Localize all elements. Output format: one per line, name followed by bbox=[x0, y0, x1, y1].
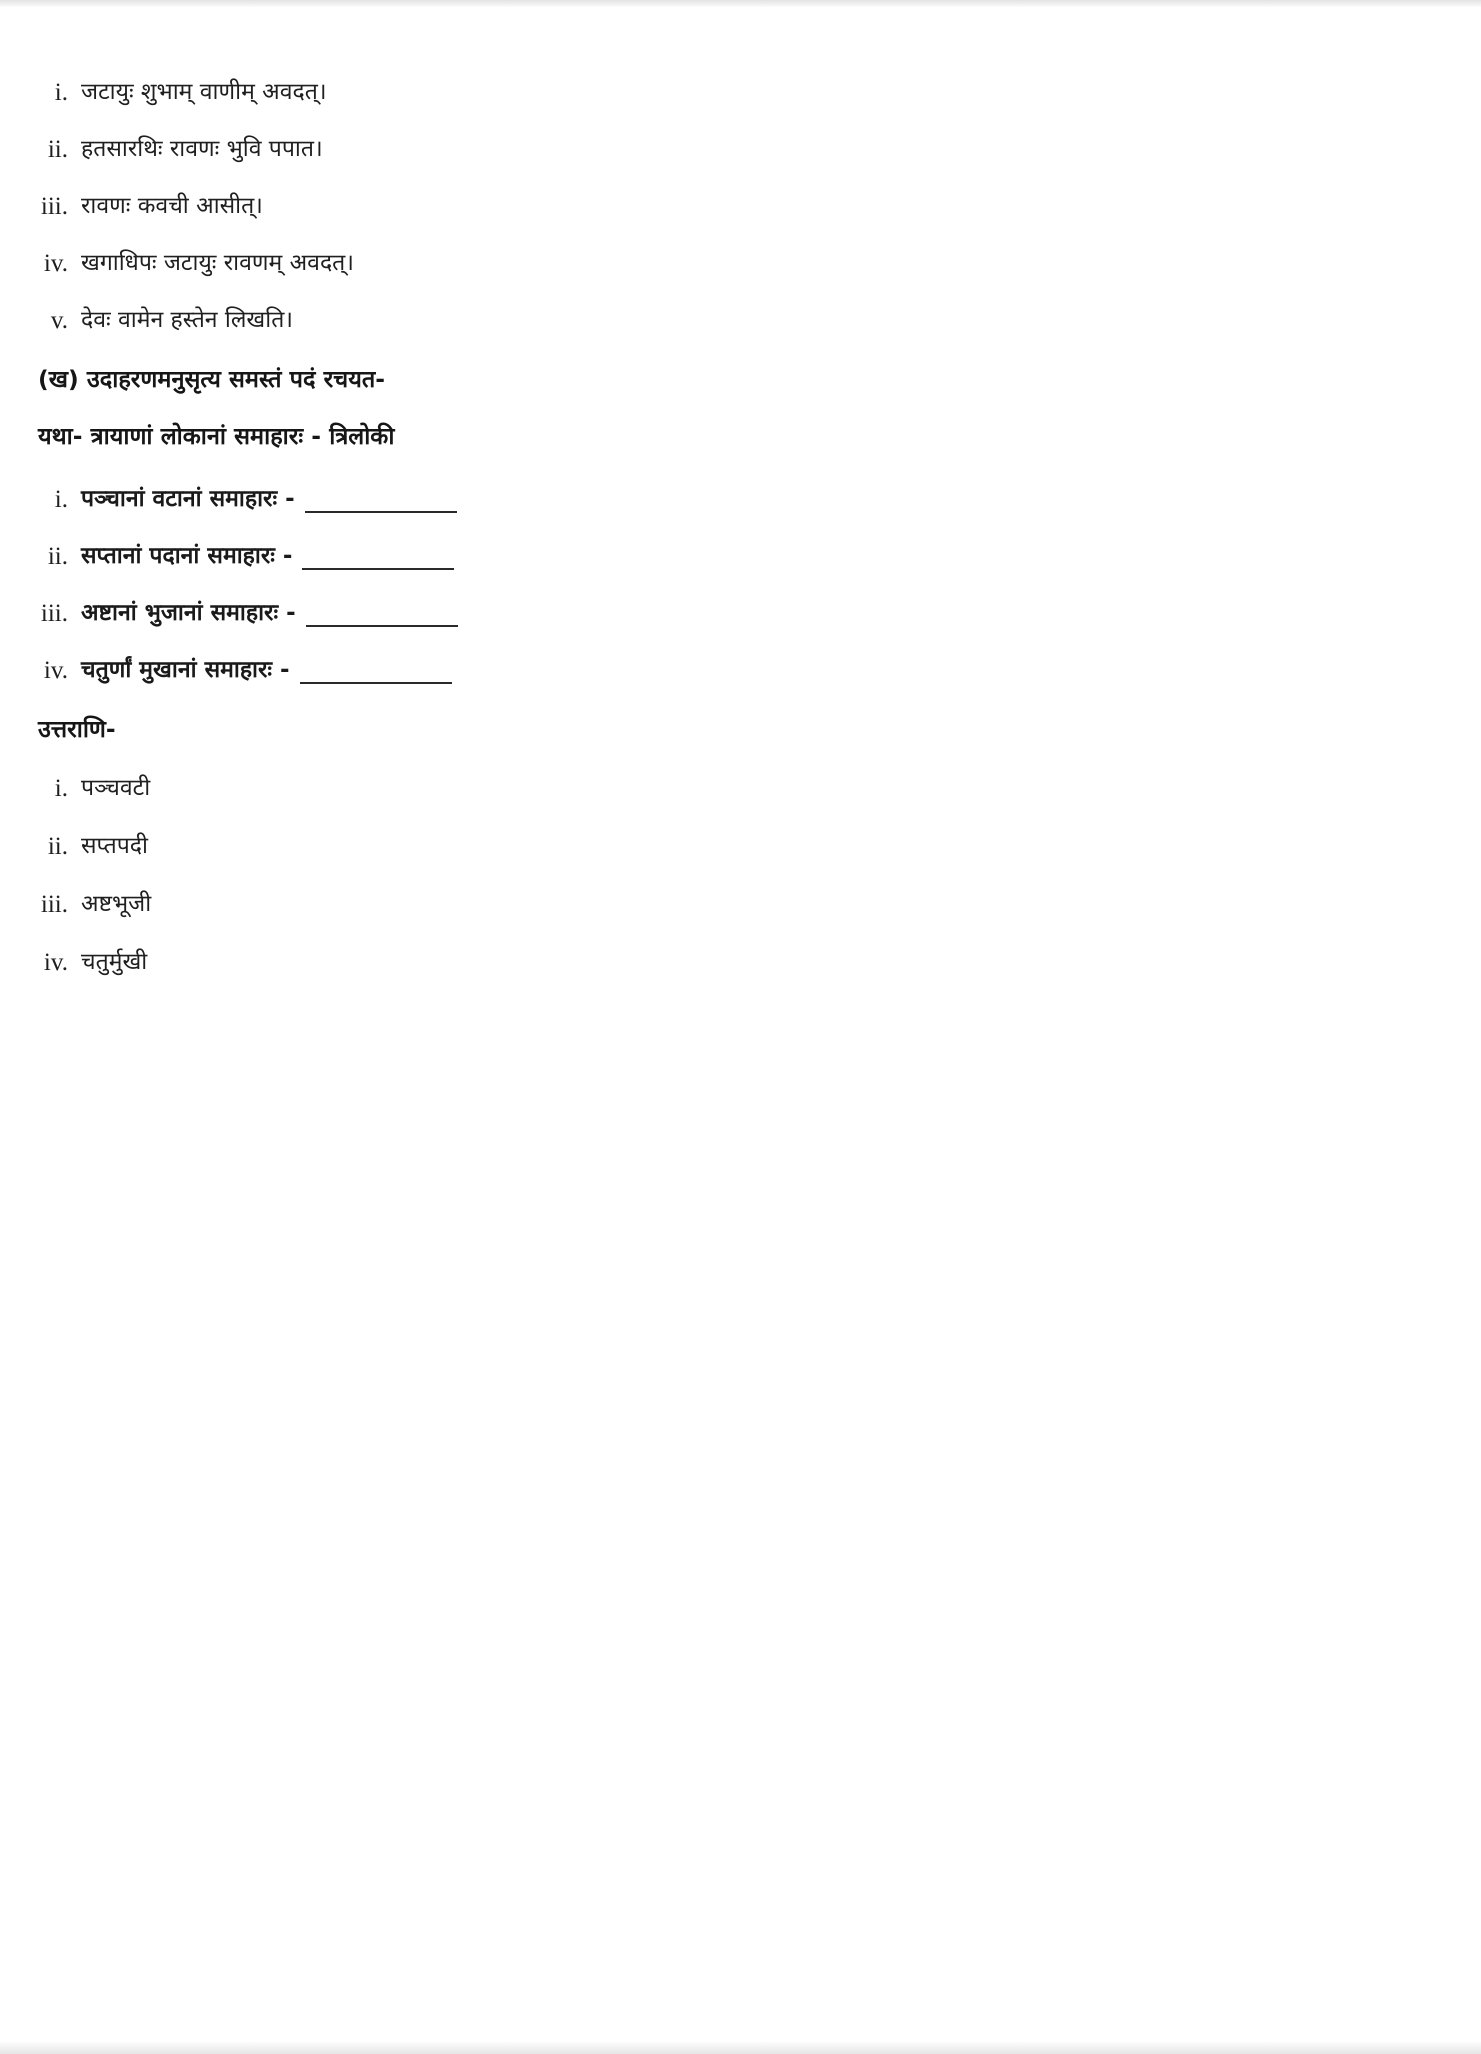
answer-item bbox=[38, 876, 938, 934]
section-kha-heading bbox=[38, 349, 938, 406]
list-item bbox=[38, 235, 938, 292]
answer-text: पञ्चवटी bbox=[81, 775, 151, 802]
list-item bbox=[38, 292, 938, 349]
item-numeral: ii. bbox=[47, 833, 68, 860]
fill-item bbox=[38, 585, 938, 642]
item-numeral: i. bbox=[54, 78, 68, 106]
answer-item bbox=[38, 934, 938, 992]
answer-blank bbox=[300, 657, 452, 683]
answer-blank bbox=[305, 486, 457, 512]
item-numeral: i. bbox=[54, 775, 68, 802]
answer-text: सप्तपदी bbox=[81, 833, 148, 860]
item-text: खगाधिपः जटायुः रावणम् अवदत्। bbox=[81, 249, 355, 276]
answers-heading-text: उत्तराणि- bbox=[38, 714, 116, 743]
item-numeral: iv. bbox=[43, 249, 68, 277]
item-text: हतसारथिः रावणः भुवि पपात। bbox=[81, 135, 323, 162]
item-numeral: iii. bbox=[40, 599, 68, 627]
list-item bbox=[38, 178, 938, 235]
section-kha-heading-text: (ख) उदाहरणमनुसृत्य समस्तं पदं रचयत- bbox=[38, 364, 385, 393]
answer-text: अष्टभूजी bbox=[81, 891, 152, 918]
item-numeral: i. bbox=[54, 485, 68, 513]
answer-item bbox=[38, 760, 938, 818]
item-numeral: iv. bbox=[43, 949, 68, 976]
worksheet-page bbox=[38, 64, 938, 992]
item-text: देवः वामेन हस्तेन लिखति। bbox=[81, 306, 294, 333]
list-item bbox=[38, 121, 938, 178]
fill-prompt: चतुर्णां मुखानां समाहारः - bbox=[81, 656, 290, 683]
item-numeral: ii. bbox=[47, 542, 68, 570]
item-numeral: iii. bbox=[40, 891, 68, 918]
answer-blank bbox=[302, 543, 454, 569]
answer-blank bbox=[306, 600, 458, 626]
answers-list bbox=[38, 760, 938, 992]
page-edge-bottom bbox=[0, 2042, 1481, 2054]
example-line-text: यथा- त्रायाणां लोकानां समाहारः - त्रिलोकी bbox=[38, 421, 395, 450]
fill-prompt: अष्टानां भुजानां समाहारः - bbox=[81, 599, 296, 626]
sentence-list-a bbox=[38, 64, 938, 349]
fill-prompt: पञ्चानां वटानां समाहारः - bbox=[81, 485, 295, 512]
fill-item bbox=[38, 642, 938, 699]
fill-in-list bbox=[38, 471, 938, 699]
answers-heading bbox=[38, 699, 938, 756]
item-text: रावणः कवची आसीत्। bbox=[81, 192, 263, 219]
fill-prompt: सप्तानां पदानां समाहारः - bbox=[81, 542, 293, 569]
item-numeral: iv. bbox=[43, 656, 68, 684]
example-line bbox=[38, 406, 938, 463]
fill-item bbox=[38, 528, 938, 585]
page-edge-top bbox=[0, 0, 1481, 7]
fill-item bbox=[38, 471, 938, 528]
item-text: जटायुः शुभाम् वाणीम् अवदत्। bbox=[81, 78, 327, 105]
item-numeral: iii. bbox=[40, 192, 68, 220]
item-numeral: v. bbox=[50, 306, 68, 334]
answer-text: चतुर्मुखी bbox=[81, 949, 148, 976]
list-item bbox=[38, 64, 938, 121]
item-numeral: ii. bbox=[47, 135, 68, 163]
answer-item bbox=[38, 818, 938, 876]
